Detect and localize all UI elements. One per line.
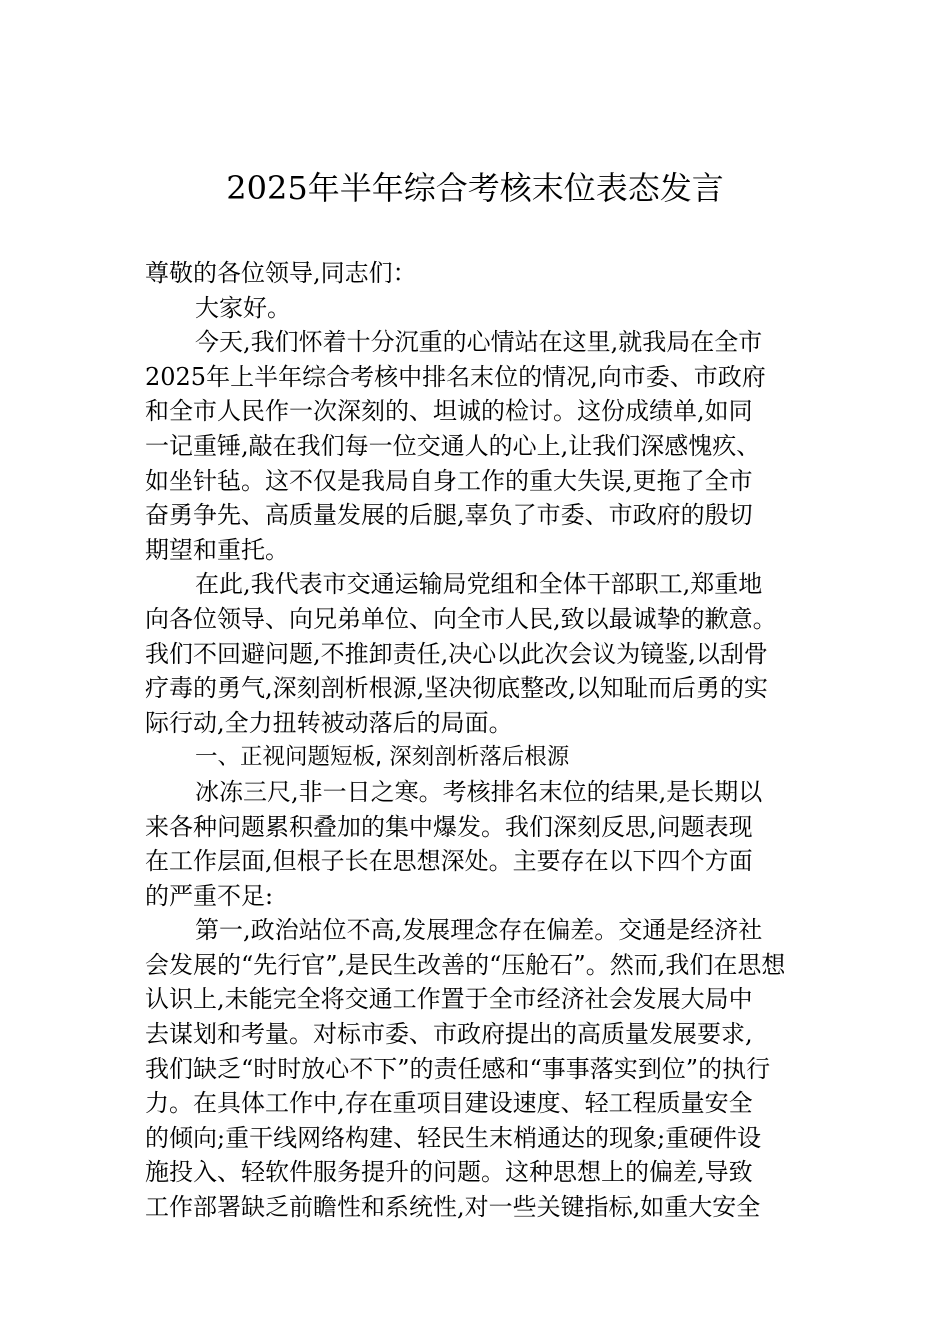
body-line: 在此,我代表市交通运输局党组和全体干部职工,郑重地 — [195, 570, 763, 599]
body-line: 一记重锤,敲在我们每一位交通人的心上,让我们深感愧疚、 — [145, 431, 761, 460]
body-line: 期望和重托。 — [145, 535, 289, 564]
body-line: 认识上,未能完全将交通工作置于全市经济社会发展大局中 — [145, 985, 753, 1014]
body-line: 冰冻三尺,非一日之寒。考核排名末位的结果,是长期以 — [195, 777, 763, 806]
body-line: 奋勇争先、高质量发展的后腿,辜负了市委、市政府的殷切 — [145, 501, 753, 530]
document-body — [145, 256, 845, 1225]
document-title: 2025年半年综合考核末位表态发言 — [226, 169, 724, 207]
body-line: 来各种问题累积叠加的集中爆发。我们深刻反思,问题表现 — [145, 812, 753, 841]
body-line: 我们不回避问题,不推卸责任,决心以此次会议为镜鉴,以刮骨 — [145, 639, 768, 668]
body-line: 如坐针毡。这不仅是我局自身工作的重大失误,更拖了全市 — [145, 466, 753, 495]
body-line: 尊敬的各位领导,同志们： — [145, 259, 417, 287]
body-line: 大家好。 — [195, 293, 291, 322]
body-line: 力。在具体工作中,存在重项目建设速度、轻工程质量安全 — [145, 1089, 753, 1118]
body-line: 工作部署缺乏前瞻性和系统性,对一些关键指标,如重大安全 — [145, 1193, 761, 1222]
body-line: 今天,我们怀着十分沉重的心情站在这里,就我局在全市 — [195, 328, 763, 357]
body-line: 向各位领导、向兄弟单位、向全市人民,致以最诚挚的歉意。 — [145, 604, 777, 633]
body-line: 会发展的“先行官”,是民生改善的“压舱石”。然而,我们在思想 — [145, 950, 786, 979]
body-line: 和全市人民作一次深刻的、坦诚的检讨。这份成绩单,如同 — [145, 397, 753, 426]
body-line: 2025年上半年综合考核中排名末位的情况,向市委、市政府 — [145, 362, 766, 391]
body-line: 际行动,全力扭转被动落后的局面。 — [145, 708, 513, 737]
body-line: 去谋划和考量。对标市委、市政府提出的高质量发展要求, — [145, 1020, 753, 1049]
body-line: 疗毒的勇气,深刻剖析根源,坚决彻底整改,以知耻而后勇的实 — [145, 674, 768, 703]
body-line: 在工作层面,但根子长在思想深处。主要存在以下四个方面 — [145, 847, 753, 876]
body-line: 的倾向;重干线网络构建、轻民生末梢通达的现象;重硬件设 — [145, 1123, 762, 1152]
body-line: 第一,政治站位不高,发展理念存在偏差。交通是经济社 — [195, 916, 763, 945]
body-line: 的严重不足: — [145, 881, 274, 910]
section-heading: 一、正视问题短板, 深刻剖析落后根源 — [195, 744, 570, 771]
body-line: 施投入、轻软件服务提升的问题。这种思想上的偏差,导致 — [145, 1158, 753, 1187]
body-line: 我们缺乏“时时放心不下”的责任感和“事事落实到位”的执行 — [145, 1054, 771, 1083]
